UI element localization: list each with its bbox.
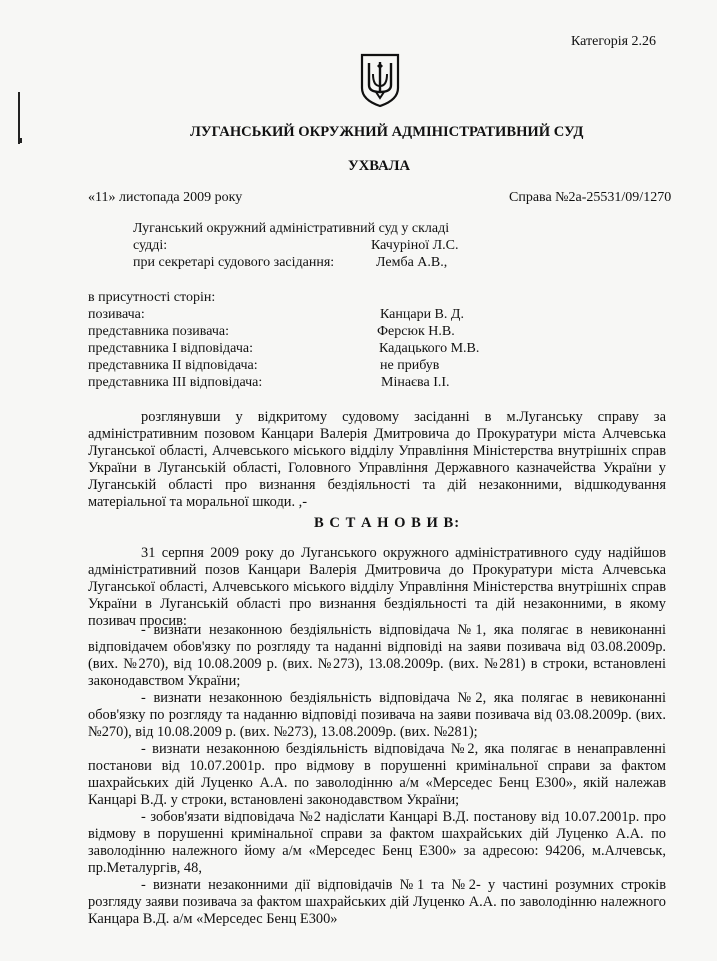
- document-date: «11» листопада 2009 року: [88, 190, 243, 205]
- coat-of-arms-icon: [359, 52, 401, 108]
- claim-item: - зобов'язати відповідача №2 надіслати Канцарі В.Д. постанову від 10.07.2001р. про відмову в порушенні кримінальної справи за фактом шахрайських дій Луценко А.А. по заволодінню належного йому а/м «Мерседес Бенц Е300» за адресою: 94206, м.Алчевськ, пр.Металургів, 48,: [88, 809, 666, 877]
- judge-name: Качуріної Л.С.: [371, 238, 459, 253]
- claim-item: - визнати незаконною бездіяльність відповідача №2, яка полягає в ненаправленні постанови від 10.07.2001р. про відмову в порушенні кримінальної справи за фактом шахрайських дій Луценко А.А. по заволодінню а/м «Мерседес Бенц Е300», якій належав Канцарі В.Д. у строки, встановлені законодавством України;: [88, 741, 666, 809]
- established-heading: В С Т А Н О В И В:: [314, 515, 461, 531]
- party-name: Ферсюк Н.В.: [377, 324, 455, 339]
- established-intro: 31 серпня 2009 року до Луганського окружного адміністративного суду надійшов адміністративний позов Канцари Валерія Дмитровича до Прокуратури міста Алчевська Луганської області, Алчевського міського відділу Управління Міністерства внутрішніх справ України в Луганській області про визнання бездіяльності та дій незаконними, в якому позивач просив:: [88, 545, 666, 630]
- claim-item: - визнати незаконною бездіяльність відповідача №1, яка полягає в невиконанні відповідачем обов'язку по розгляду та наданні відповіді на заяви позивача від 03.08.2009р. (вих. №270), від 10.08.2009 р. (вих. №273), 13.08.2009р. (вих. №281) в строки, встановлені законодавством України;: [88, 622, 666, 690]
- party-name: не прибув: [380, 358, 440, 373]
- category-label: Категорія 2.26: [571, 34, 657, 49]
- case-number: Справа №2а-25531/09/1270: [509, 190, 672, 205]
- claim-item: - визнати незаконною бездіяльність відповідача №2, яка полягає в невиконанні обов'язку по розгляду та наданню відповіді позивача на заяви позивача від 03.08.2009р. (вих. №270), від 10.08.2009 р. (вих. №273), 13.08.2009р. (вих. №281);: [88, 690, 666, 741]
- preamble-paragraph: розглянувши у відкритому судовому засіданні в м.Луганську справу за адміністративним позовом Канцари Валерія Дмитровича до Прокуратури міста Алчевська Луганської області, Алчевського міського відділу Управління Міністерства внутрішніх справ України в Луганській області, Головного Управління Державного казначейства України у Луганській області про визнання бездіяльності та дій незаконними, відшкодування матеріальної та моральної шкоди. ,-: [88, 409, 666, 511]
- margin-mark: [18, 92, 20, 144]
- party-label: представника І відповідача:: [88, 341, 253, 356]
- parties-intro: в присутності сторін:: [88, 290, 216, 305]
- party-name: Канцари В. Д.: [380, 307, 464, 322]
- composition-intro: Луганський окружний адміністративний суд у складі: [133, 221, 450, 236]
- party-name: Кадацького М.В.: [379, 341, 480, 356]
- party-label: представника ІІІ відповідача:: [88, 375, 263, 390]
- party-label: представника ІІ відповідача:: [88, 358, 258, 373]
- secretary-name: Лемба А.В.,: [376, 255, 448, 270]
- party-label: позивача:: [88, 307, 145, 322]
- document-type: УХВАЛА: [348, 158, 411, 174]
- margin-mark-dot: [20, 138, 22, 143]
- party-label: представника позивача:: [88, 324, 229, 339]
- claim-item: - визнати незаконними дії відповідачів №1 та №2- у частині розумних строків розгляду заяви позивача за фактом шахрайських дій Луценко А.А. по заволодінню належного Канцара В.Д. а/м «Мерседес Бенц Е300»: [88, 877, 666, 928]
- secretary-label: при секретарі судового засідання:: [133, 255, 335, 270]
- court-title: ЛУГАНСЬКИЙ ОКРУЖНИЙ АДМІНІСТРАТИВНИЙ СУД: [190, 124, 584, 140]
- party-name: Мінаєва І.І.: [381, 375, 450, 390]
- judge-label: судді:: [133, 238, 168, 253]
